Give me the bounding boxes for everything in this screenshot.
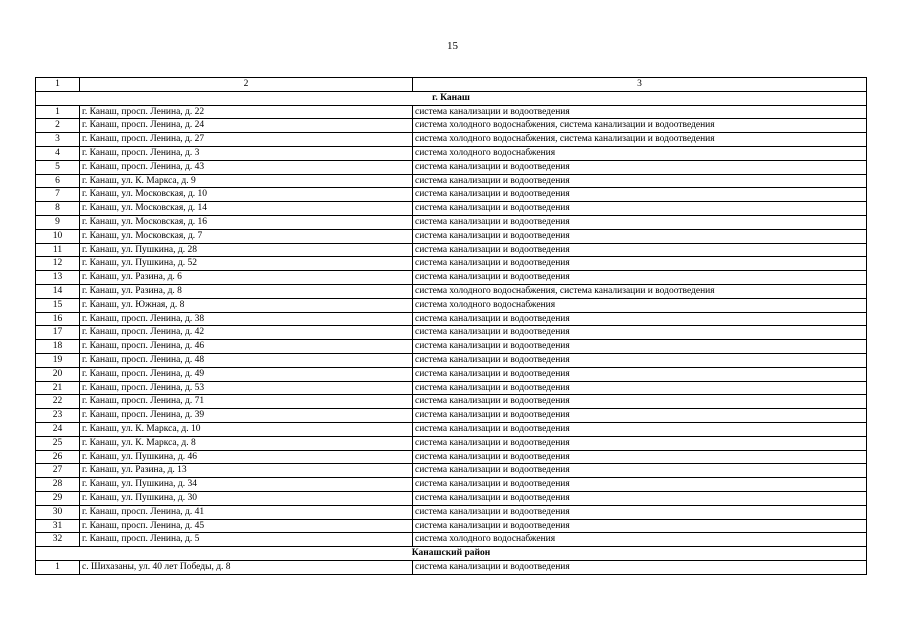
table-row <box>36 298 867 312</box>
row-address: г. Канаш, ул. Пушкина, д. 52 <box>80 257 413 271</box>
row-systems: система канализации и водоотведения <box>413 505 867 519</box>
row-address: г. Канаш, просп. Ленина, д. 39 <box>80 409 413 423</box>
table-row <box>36 215 867 229</box>
table-row <box>36 202 867 216</box>
row-systems: система канализации и водоотведения <box>413 243 867 257</box>
row-number: 23 <box>36 409 80 423</box>
table-row <box>36 560 867 574</box>
table-row <box>36 395 867 409</box>
row-systems: система холодного водоснабжения, система канализации и водоотведения <box>413 284 867 298</box>
table-row <box>36 146 867 160</box>
table-row <box>36 353 867 367</box>
row-systems: система канализации и водоотведения <box>413 422 867 436</box>
table-row <box>36 119 867 133</box>
row-address: г. Канаш, просп. Ленина, д. 71 <box>80 395 413 409</box>
row-number: 12 <box>36 257 80 271</box>
header-cell-1: 1 <box>36 78 80 92</box>
table-row <box>36 284 867 298</box>
row-address: г. Канаш, ул. К. Маркса, д. 9 <box>80 174 413 188</box>
row-systems: система канализации и водоотведения <box>413 257 867 271</box>
table-row <box>36 243 867 257</box>
row-number: 7 <box>36 188 80 202</box>
row-address: г. Канаш, ул. Московская, д. 7 <box>80 229 413 243</box>
table-row <box>36 505 867 519</box>
row-number: 29 <box>36 491 80 505</box>
table-row <box>36 257 867 271</box>
row-systems: система канализации и водоотведения <box>413 519 867 533</box>
row-systems: система канализации и водоотведения <box>413 478 867 492</box>
table-row <box>36 367 867 381</box>
address-table <box>35 77 867 575</box>
table-row <box>36 464 867 478</box>
table-row <box>36 312 867 326</box>
row-number: 6 <box>36 174 80 188</box>
row-address: г. Канаш, ул. К. Маркса, д. 10 <box>80 422 413 436</box>
row-systems: система канализации и водоотведения <box>413 367 867 381</box>
row-systems: система канализации и водоотведения <box>413 409 867 423</box>
row-number: 31 <box>36 519 80 533</box>
row-address: г. Канаш, ул. Пушкина, д. 46 <box>80 450 413 464</box>
row-systems: система холодного водоснабжения, система канализации и водоотведения <box>413 133 867 147</box>
row-address: г. Канаш, просп. Ленина, д. 49 <box>80 367 413 381</box>
row-number: 5 <box>36 160 80 174</box>
row-number: 13 <box>36 271 80 285</box>
row-systems: система холодного водоснабжения <box>413 298 867 312</box>
row-number: 21 <box>36 381 80 395</box>
row-number: 24 <box>36 422 80 436</box>
row-address: г. Канаш, просп. Ленина, д. 45 <box>80 519 413 533</box>
row-number: 1 <box>36 560 80 574</box>
row-address: г. Канаш, ул. Разина, д. 8 <box>80 284 413 298</box>
row-number: 22 <box>36 395 80 409</box>
row-systems: система канализации и водоотведения <box>413 464 867 478</box>
row-systems: система канализации и водоотведения <box>413 160 867 174</box>
row-address: г. Канаш, ул. Разина, д. 6 <box>80 271 413 285</box>
row-systems: система канализации и водоотведения <box>413 312 867 326</box>
row-systems: система холодного водоснабжения, система канализации и водоотведения <box>413 119 867 133</box>
table-row <box>36 188 867 202</box>
page-number: 15 <box>447 40 458 52</box>
row-systems: система канализации и водоотведения <box>413 174 867 188</box>
row-address: г. Канаш, ул. Пушкина, д. 30 <box>80 491 413 505</box>
row-systems: система канализации и водоотведения <box>413 105 867 119</box>
row-address: г. Канаш, ул. Разина, д. 13 <box>80 464 413 478</box>
row-address: с. Шихазаны, ул. 40 лет Победы, д. 8 <box>80 560 413 574</box>
row-number: 14 <box>36 284 80 298</box>
table-row <box>36 491 867 505</box>
row-systems: система канализации и водоотведения <box>413 436 867 450</box>
section-row <box>36 91 867 105</box>
row-address: г. Канаш, просп. Ленина, д. 53 <box>80 381 413 395</box>
row-address: г. Канаш, просп. Ленина, д. 41 <box>80 505 413 519</box>
row-address: г. Канаш, просп. Ленина, д. 46 <box>80 340 413 354</box>
row-number: 32 <box>36 533 80 547</box>
row-address: г. Канаш, ул. Московская, д. 14 <box>80 202 413 216</box>
header-row <box>36 78 867 92</box>
row-systems: система канализации и водоотведения <box>413 491 867 505</box>
row-number: 8 <box>36 202 80 216</box>
row-number: 27 <box>36 464 80 478</box>
row-systems: система канализации и водоотведения <box>413 450 867 464</box>
table-row <box>36 160 867 174</box>
row-systems: система канализации и водоотведения <box>413 353 867 367</box>
section-title: Канашский район <box>36 547 867 561</box>
section-row <box>36 547 867 561</box>
row-number: 18 <box>36 340 80 354</box>
row-address: г. Канаш, ул. Пушкина, д. 28 <box>80 243 413 257</box>
row-address: г. Канаш, просп. Ленина, д. 22 <box>80 105 413 119</box>
table-row <box>36 229 867 243</box>
row-address: г. Канаш, просп. Ленина, д. 42 <box>80 326 413 340</box>
row-systems: система холодного водоснабжения <box>413 146 867 160</box>
row-number: 28 <box>36 478 80 492</box>
row-systems: система канализации и водоотведения <box>413 271 867 285</box>
table-row <box>36 478 867 492</box>
table-row <box>36 533 867 547</box>
row-address: г. Канаш, просп. Ленина, д. 24 <box>80 119 413 133</box>
row-number: 2 <box>36 119 80 133</box>
table-row <box>36 422 867 436</box>
row-number: 15 <box>36 298 80 312</box>
table-row <box>36 133 867 147</box>
row-systems: система канализации и водоотведения <box>413 188 867 202</box>
table-row <box>36 381 867 395</box>
row-number: 19 <box>36 353 80 367</box>
row-systems: система канализации и водоотведения <box>413 381 867 395</box>
row-number: 10 <box>36 229 80 243</box>
table-row <box>36 340 867 354</box>
row-address: г. Канаш, просп. Ленина, д. 43 <box>80 160 413 174</box>
row-systems: система канализации и водоотведения <box>413 340 867 354</box>
row-systems: система канализации и водоотведения <box>413 202 867 216</box>
table-row <box>36 174 867 188</box>
row-address: г. Канаш, ул. Южная, д. 8 <box>80 298 413 312</box>
row-address: г. Канаш, просп. Ленина, д. 27 <box>80 133 413 147</box>
row-number: 17 <box>36 326 80 340</box>
row-address: г. Канаш, ул. Пушкина, д. 34 <box>80 478 413 492</box>
row-number: 3 <box>36 133 80 147</box>
row-address: г. Канаш, просп. Ленина, д. 38 <box>80 312 413 326</box>
section-title: г. Канаш <box>36 91 867 105</box>
row-systems: система канализации и водоотведения <box>413 229 867 243</box>
row-address: г. Канаш, ул. К. Маркса, д. 8 <box>80 436 413 450</box>
row-number: 9 <box>36 215 80 229</box>
table-row <box>36 326 867 340</box>
row-address: г. Канаш, ул. Московская, д. 16 <box>80 215 413 229</box>
table-row <box>36 519 867 533</box>
row-number: 1 <box>36 105 80 119</box>
row-number: 26 <box>36 450 80 464</box>
header-cell-2: 2 <box>80 78 413 92</box>
row-number: 30 <box>36 505 80 519</box>
row-systems: система холодного водоснабжения <box>413 533 867 547</box>
table-body <box>36 78 867 575</box>
table-row <box>36 436 867 450</box>
table-row <box>36 105 867 119</box>
row-systems: система канализации и водоотведения <box>413 215 867 229</box>
table-row <box>36 409 867 423</box>
row-number: 4 <box>36 146 80 160</box>
row-systems: система канализации и водоотведения <box>413 326 867 340</box>
table-row <box>36 271 867 285</box>
row-number: 20 <box>36 367 80 381</box>
row-systems: система канализации и водоотведения <box>413 395 867 409</box>
row-number: 25 <box>36 436 80 450</box>
table-row <box>36 450 867 464</box>
row-address: г. Канаш, ул. Московская, д. 10 <box>80 188 413 202</box>
header-cell-3: 3 <box>413 78 867 92</box>
row-address: г. Канаш, просп. Ленина, д. 3 <box>80 146 413 160</box>
row-number: 16 <box>36 312 80 326</box>
row-number: 11 <box>36 243 80 257</box>
row-address: г. Канаш, просп. Ленина, д. 5 <box>80 533 413 547</box>
row-systems: система канализации и водоотведения <box>413 560 867 574</box>
row-address: г. Канаш, просп. Ленина, д. 48 <box>80 353 413 367</box>
